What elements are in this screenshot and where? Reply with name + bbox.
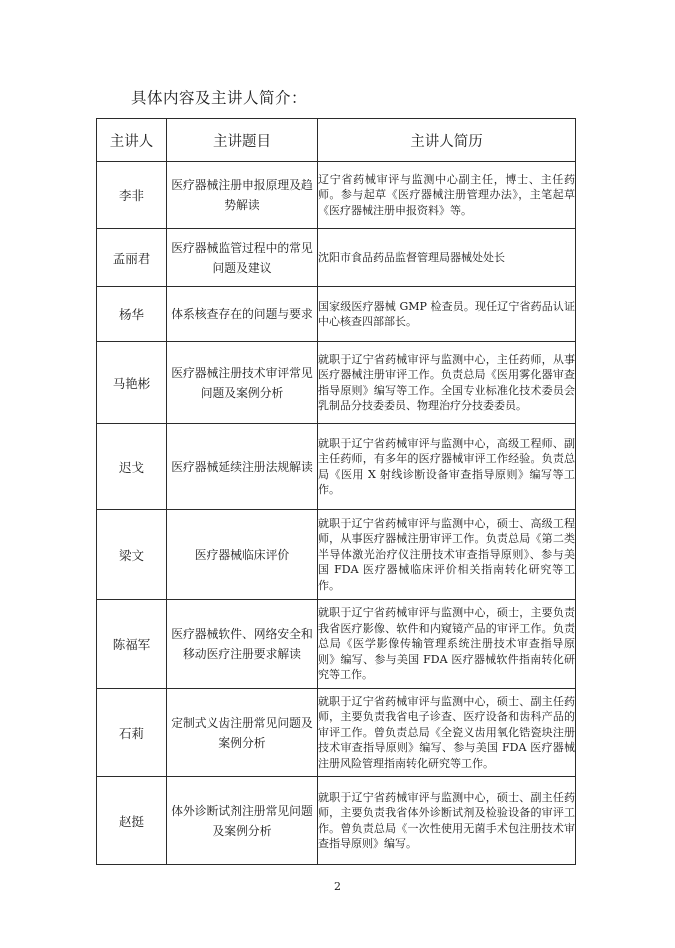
talk-topic: 定制式义齿注册常见问题及案例分析	[167, 689, 318, 777]
page-number: 2	[334, 880, 341, 893]
header-topic: 主讲题目	[167, 119, 318, 162]
talk-topic: 医疗器械软件、网络安全和移动医疗注册要求解读	[167, 600, 318, 689]
talk-topic: 体外诊断试剂注册常见问题及案例分析	[167, 777, 318, 865]
table-row	[97, 229, 576, 287]
table-row	[97, 600, 576, 689]
talk-topic: 医疗器械注册申报原理及趋势解读	[167, 162, 318, 229]
speaker-name: 迟戈	[97, 424, 167, 510]
speaker-name: 石莉	[97, 689, 167, 777]
table-header-row	[97, 119, 576, 162]
speaker-bio: 就职于辽宁省药械审评与监测中心，硕士、高级工程师，从事医疗器械注册审评工作。负责总局《第二类半导体激光治疗仪注册技术审查指导原则》、参与美国 FDA 医疗器械临床评价相关指南转化研究等工作。	[318, 510, 576, 600]
table-row	[97, 777, 576, 865]
table-row	[97, 162, 576, 229]
speaker-bio: 就职于辽宁省药械审评与监测中心，硕士、副主任药师，主要负责我省体外诊断试剂及检验设备的审评工作。曾负责总局《一次性使用无菌手术包注册技术审查指导原则》编写。	[318, 777, 576, 865]
section-heading: 具体内容及主讲人简介：	[131, 89, 308, 107]
talk-topic: 医疗器械临床评价	[167, 510, 318, 600]
speaker-bio: 就职于辽宁省药械审评与监测中心，高级工程师、副主任药师，有多年的医疗器械审评工作经验。负责总局《医用 X 射线诊断设备审查指导原则》编写等工作。	[318, 424, 576, 510]
speaker-name: 赵挺	[97, 777, 167, 865]
speaker-name: 杨华	[97, 287, 167, 342]
speaker-bio: 就职于辽宁省药械审评与监测中心，硕士，主要负责我省医疗影像、软件和内窥镜产品的审评工作。负责总局《医学影像传输管理系统注册技术审查指导原则》编写、参与美国 FDA 医疗器械软件指南转化研究等工作。	[318, 600, 576, 689]
speaker-bio: 辽宁省药械审评与监测中心副主任，博士、主任药师。参与起草《医疗器械注册管理办法》，主笔起草《医疗器械注册申报资料》等。	[318, 162, 576, 229]
table-row	[97, 510, 576, 600]
speaker-name: 李非	[97, 162, 167, 229]
speaker-bio: 就职于辽宁省药械审评与监测中心，硕士、副主任药师，主要负责我省电子诊查、医疗设备和齿科产品的审评工作。曾负责总局《全瓷义齿用氧化锆瓷块注册技术审查指导原则》编写、参与美国 FDA 医疗器械注册风险管理指南转化研究等工作。	[318, 689, 576, 777]
talk-topic: 医疗器械延续注册法规解读	[167, 424, 318, 510]
header-bio: 主讲人简历	[318, 119, 576, 162]
speaker-bio: 国家级医疗器械 GMP 检查员。现任辽宁省药品认证中心核查四部部长。	[318, 287, 576, 342]
header-speaker: 主讲人	[97, 119, 167, 162]
speaker-name: 孟丽君	[97, 229, 167, 287]
speaker-name: 梁文	[97, 510, 167, 600]
table-row	[97, 689, 576, 777]
speaker-bio: 就职于辽宁省药械审评与监测中心，主任药师，从事医疗器械注册审评工作。负责总局《医用雾化器审查指导原则》编写等工作。全国专业标准化技术委员会乳制品分技委委员、物理治疗分技委委员。	[318, 342, 576, 424]
speaker-bio: 沈阳市食品药品监督管理局器械处处长	[318, 229, 576, 287]
speaker-name: 马艳彬	[97, 342, 167, 424]
talk-topic: 体系核查存在的问题与要求	[167, 287, 318, 342]
table-row	[97, 342, 576, 424]
talk-topic: 医疗器械注册技术审评常见问题及案例分析	[167, 342, 318, 424]
table-row	[97, 287, 576, 342]
speaker-table	[96, 118, 576, 865]
talk-topic: 医疗器械监管过程中的常见问题及建议	[167, 229, 318, 287]
speaker-name: 陈福军	[97, 600, 167, 689]
table-row	[97, 424, 576, 510]
